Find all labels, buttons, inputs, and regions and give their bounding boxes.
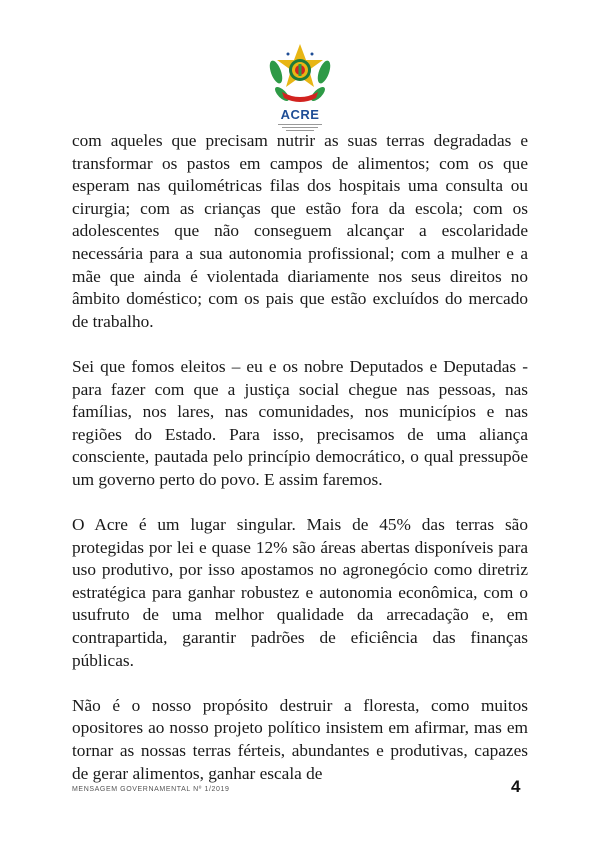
state-name: ACRE	[280, 107, 320, 122]
body-text	[72, 130, 528, 785]
paragraph: Não é o nosso propósito destruir a floresta, como muitos opositores ao nosso projeto político insistem em afirmar, mas em tornar as nossas terras férteis, abundantes e produtivas, capazes de gerar alimentos, ganhar escala de	[72, 695, 528, 783]
footer-label: MENSAGEM GOVERNAMENTAL Nº 1/2019	[72, 786, 230, 793]
paragraph: com aqueles que precisam nutrir as suas terras degradadas e transformar os pastos em campos de alimentos; com os que esperam nas quilométricas filas dos hospitais uma consulta ou cirurgia; com as crianças que estão fora da escola; com os adolescentes que não conseguem alcançar a escolaridade necessária para a sua autonomia profissional; com a mulher e a mãe que ainda é violentada diariamente nos seus direitos no âmbito doméstico; com os pais que estão excluídos do mercado de trabalho.	[72, 131, 528, 331]
paragraph: Sei que fomos eleitos – eu e os nobre Deputados e Deputadas - para fazer com que a justiça social chegue nas pessoas, nas famílias, nos lares, nas comunidades, nos municípios e nas regiões do Estado. Para isso, precisamos de uma aliança consciente, pautada pelo princípio democrático, o qual pressupõe um governo perto do povo. E assim faremos.	[72, 356, 528, 489]
paragraph: O Acre é um lugar singular. Mais de 45% das terras são protegidas por lei e quase 12% são áreas abertas disponíveis para uso produtivo, por isso apostamos no agronegócio como diretriz estratégica para ganhar robustez e autonomia econômica, com o usufruto de uma melhor qualidade da arrecadação e, em contrapartida, garantir padrões de eficiência das finanças públicas.	[72, 515, 528, 670]
page-number: 4	[511, 777, 521, 796]
